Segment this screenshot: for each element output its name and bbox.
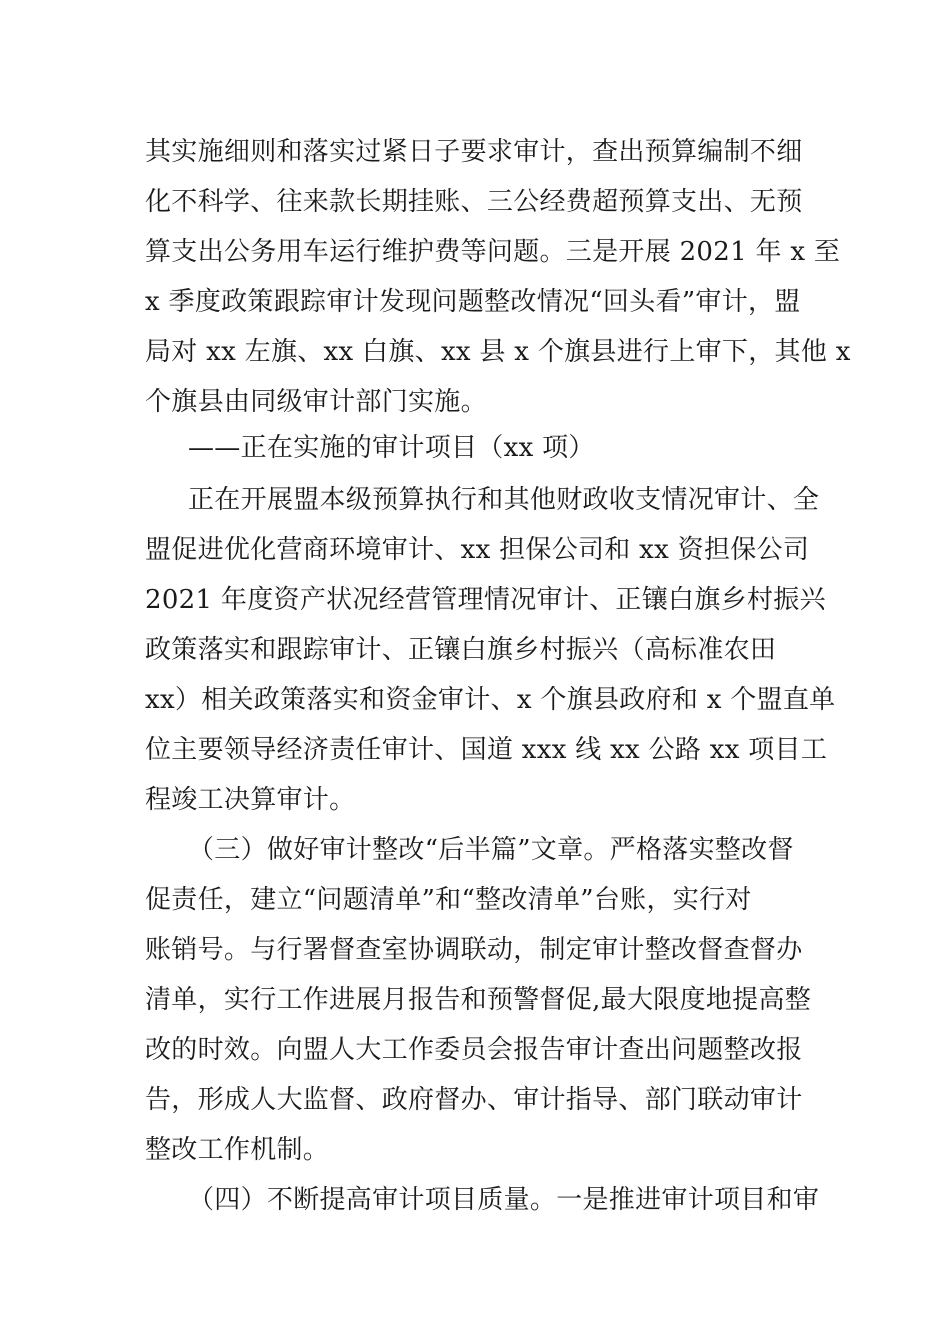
text-line: 盟促进优化营商环境审计、xx 担保公司和 xx 资担保公司 <box>145 535 810 565</box>
text-line: 改的时效。向盟人大工作委员会报告审计查出问题整改报 <box>145 1035 803 1065</box>
text-line: 局对 xx 左旗、xx 白旗、xx 县 x 个旗县进行上审下，其他 x <box>145 337 851 367</box>
text-line: 算支出公务用车运行维护费等问题。三是开展 2021 年 x 至 <box>145 237 841 267</box>
text-line: 正在开展盟本级预算执行和其他财政收支情况审计、全 <box>188 485 820 515</box>
section-heading: ——正在实施的审计项目（xx 项） <box>188 433 595 463</box>
text-line: 程竣工决算审计。 <box>145 785 356 815</box>
text-line: 账销号。与行署督查室协调联动，制定审计整改督查督办 <box>145 935 803 965</box>
text-line: xx）相关政策落实和资金审计、x 个旗县政府和 x 个盟直单 <box>145 685 836 715</box>
text-line: 政策落实和跟踪审计、正镶白旗乡村振兴（高标准农田 <box>145 635 777 665</box>
text-line: 位主要领导经济责任审计、国道 xxx 线 xx 公路 xx 项目工 <box>145 735 828 765</box>
text-line: 清单，实行工作进展月报告和预警督促,最大限度地提高整 <box>145 985 812 1015</box>
section-heading: （四）不断提高审计项目质量。一是推进审计项目和审 <box>188 1185 820 1215</box>
text-line: 2021 年度资产状况经营管理情况审计、正镶白旗乡村振兴 <box>145 585 826 615</box>
text-line: 化不科学、往来款长期挂账、三公经费超预算支出、无预 <box>145 187 803 217</box>
text-line: x 季度政策跟踪审计发现问题整改情况“回头看”审计，盟 <box>145 287 801 317</box>
text-line: 整改工作机制。 <box>145 1135 330 1165</box>
text-line: 促责任，建立“问题清单”和“整改清单”台账，实行对 <box>145 885 752 915</box>
text-line: 个旗县由同级审计部门实施。 <box>145 387 487 417</box>
text-line: 告，形成人大监督、政府督办、审计指导、部门联动审计 <box>145 1085 803 1115</box>
text-line: 其实施细则和落实过紧日子要求审计，查出预算编制不细 <box>145 137 803 167</box>
section-heading: （三）做好审计整改“后半篇”文章。严格落实整改督 <box>188 835 794 865</box>
